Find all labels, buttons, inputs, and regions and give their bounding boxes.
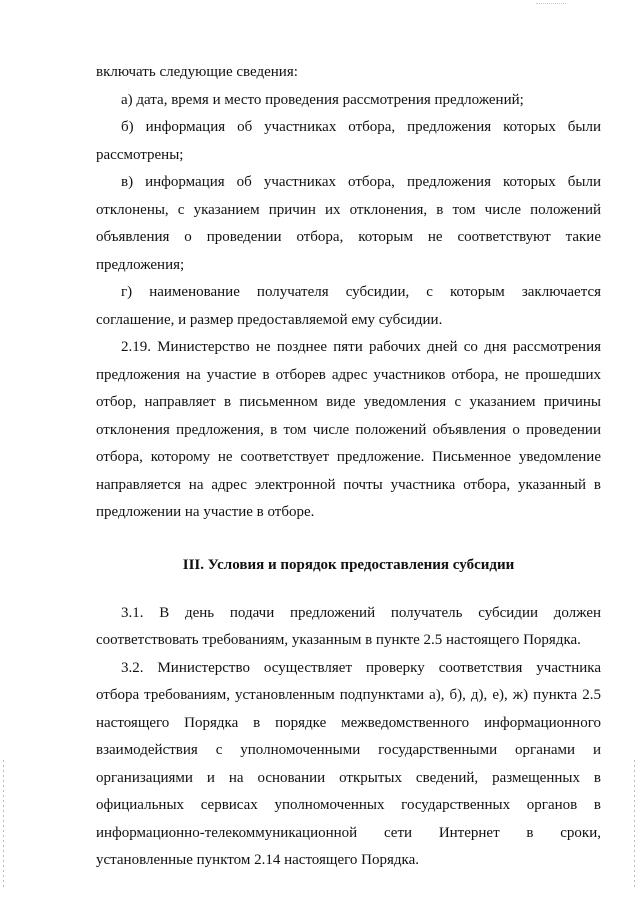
- text-line: информационно-телекоммуникационной сети Интернет в сроки,: [96, 825, 601, 841]
- text-line: соответствовать требованиям, указанным в пункте 2.5 настоящего Порядка.: [96, 632, 581, 648]
- text-line: официальных сервисах уполномоченных государственных органов в: [96, 797, 601, 813]
- text-line: отклонены, с указанием причин их отклонения, в том числе положений: [96, 202, 601, 218]
- text-line: предложения на участие в отборев адрес участников отбора, не прошедших: [96, 367, 601, 383]
- text-line: 2.19. Министерство не позднее пяти рабочих дней со дня рассмотрения: [121, 339, 601, 355]
- text-line: 3.2. Министерство осуществляет проверку соответствия участника: [121, 660, 601, 676]
- text-line: рассмотрены;: [96, 147, 184, 163]
- text-line: установленные пунктом 2.14 настоящего Порядка.: [96, 852, 419, 868]
- text-line: соглашение, и размер предоставляемой ему субсидии.: [96, 312, 443, 328]
- text-line: предложения;: [96, 257, 185, 273]
- text-line: в) информация об участниках отбора, предложения которых были: [121, 174, 601, 190]
- text-line: б) информация об участниках отбора, предложения которых были: [121, 119, 601, 135]
- text-line: предложении на участие в отборе.: [96, 504, 315, 520]
- text-line: отбора требованиям, установленным подпунктами а), б), д), е), ж) пункта 2.5: [96, 687, 601, 703]
- text-line: настоящего Порядка в порядке межведомственного информационного: [96, 715, 601, 731]
- text-line: отклонения предложения, в том числе положений объявления о проведении: [96, 422, 601, 438]
- section-heading: III. Условия и порядок предоставления субсидии: [182, 557, 515, 573]
- text-line: 3.1. В день подачи предложений получатель субсидии должен: [121, 605, 601, 621]
- text-line: направляется на адрес электронной почты участника отбора, указанный в: [96, 477, 601, 493]
- scan-artifact-top: [536, 0, 566, 4]
- text-line: организациями и на основании открытых сведений, размещенных в: [96, 770, 601, 786]
- text-line: отбора, которому не соответствует предложение. Письменное уведомление: [96, 449, 601, 465]
- text-line: объявления о проведении отбора, которым не соответствуют такие: [96, 229, 601, 245]
- text-line: включать следующие сведения:: [96, 64, 298, 80]
- scan-artifact-left: [3, 760, 4, 890]
- text-line: г) наименование получателя субсидии, с которым заключается: [121, 284, 601, 300]
- text-line: отбор, направляет в письменном виде уведомления с указанием причины: [96, 394, 601, 410]
- text-line: а) дата, время и место проведения рассмотрения предложений;: [121, 92, 524, 108]
- scan-artifact-right: [634, 760, 635, 890]
- text-line: взаимодействия с уполномоченными государственными органами и: [96, 742, 601, 758]
